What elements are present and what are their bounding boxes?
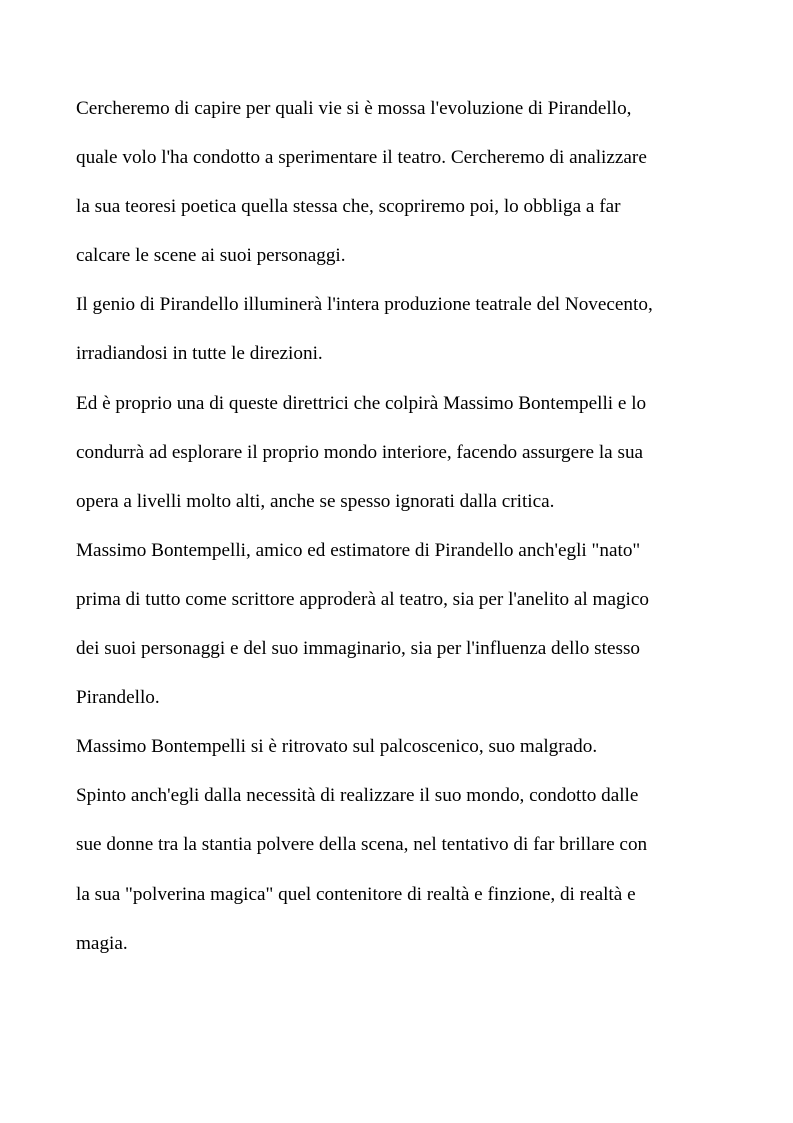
text-line: dei suoi personaggi e del suo immaginario, sia per l'influenza dello stesso [76,638,641,660]
text-line: Pirandello. [76,687,160,709]
text-line: Spinto anch'egli dalla necessità di realizzare il suo mondo, condotto dalle [76,785,639,807]
text-line: irradiandosi in tutte le direzioni. [76,343,323,365]
text-line: calcare le scene ai suoi personaggi. [76,245,346,267]
text-line: prima di tutto come scrittore approderà al teatro, sia per l'anelito al magico [76,588,650,610]
text-line: sue donne tra la stantia polvere della scena, nel tentativo di far brillare con [76,834,648,856]
text-line: Massimo Bontempelli si è ritrovato sul palcoscenico, suo malgrado. [76,736,598,758]
body-text [76,91,736,975]
text-line: magia. [76,932,128,954]
text-line: condurrà ad esplorare il proprio mondo interiore, facendo assurgere la sua [76,441,644,463]
text-line: Massimo Bontempelli, amico ed estimatore di Pirandello anch'egli "nato" [76,539,641,561]
text-line: Cercheremo di capire per quali vie si è mossa l'evoluzione di Pirandello, [76,98,632,119]
text-line: la sua teoresi poetica quella stessa che, scopriremo poi, lo obbliga a far [76,196,621,218]
text-line: quale volo l'ha condotto a sperimentare il teatro. Cercheremo di analizzare [76,147,647,169]
text-line: Il genio di Pirandello illuminerà l'intera produzione teatrale del Novecento, [76,294,653,316]
text-line: Ed è proprio una di queste direttrici che colpirà Massimo Bontempelli e lo [76,392,647,414]
text-line: opera a livelli molto alti, anche se spesso ignorati dalla critica. [76,490,555,512]
text-line: la sua "polverina magica" quel contenitore di realtà e finzione, di realtà e [76,883,636,905]
